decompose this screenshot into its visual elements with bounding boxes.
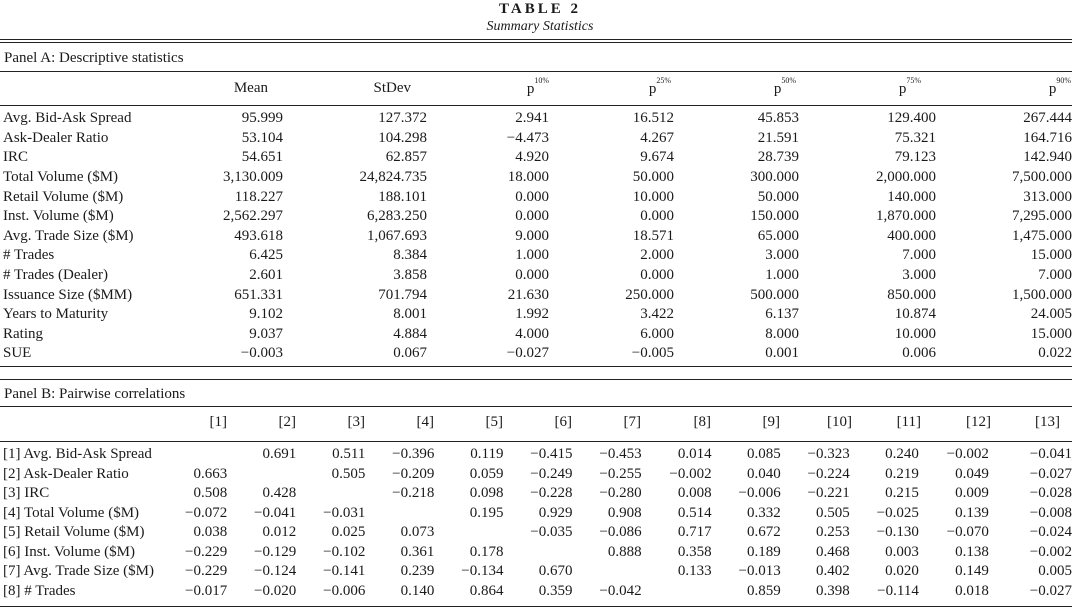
table-cell: 10.874: [894, 306, 936, 323]
table-cell: 0.119: [470, 446, 504, 463]
table-cell: 21.630: [507, 286, 549, 303]
table-cell: 3.000: [902, 267, 936, 284]
table-cell: 118.227: [234, 188, 283, 205]
table-cell: 3.422: [640, 306, 674, 323]
table-cell: 0.000: [515, 208, 549, 225]
table-cell: −0.453: [599, 446, 642, 463]
table-cell: −0.005: [631, 345, 674, 362]
table-cell: 0.022: [1038, 345, 1072, 362]
table-cell: 28.739: [757, 149, 799, 166]
row-label: Retail Volume ($M): [3, 188, 124, 205]
table-cell: 1,500.000: [1012, 286, 1072, 303]
table-cell: −4.473: [506, 129, 549, 146]
table-cell: 0.929: [538, 504, 573, 521]
column-header-text: p: [526, 81, 535, 97]
table-cell: −0.134: [461, 563, 504, 580]
table-row: [0, 445, 1072, 465]
row-label: [5] Retail Volume ($M): [3, 524, 145, 541]
table-cell: 0.663: [193, 465, 228, 482]
table-cell: 0.000: [515, 188, 549, 205]
panel-b-column-header: [8]: [693, 414, 711, 430]
panel-b-column-header: [13]: [1035, 414, 1060, 430]
table-cell: 250.000: [625, 286, 674, 303]
table-cell: 54.651: [241, 149, 283, 166]
percentile-superscript: 10%: [534, 76, 549, 85]
table-cell: −0.280: [599, 485, 642, 502]
table-cell: 6,283.250: [367, 208, 427, 225]
table-cell: 0.005: [1038, 563, 1072, 580]
table-cell: 0.219: [885, 465, 919, 482]
table-cell: 21.591: [757, 129, 799, 146]
row-label: [4] Total Volume ($M): [3, 504, 140, 521]
table-cell: 6.137: [765, 306, 799, 323]
row-label: IRC: [3, 149, 29, 166]
table-cell: 0.025: [331, 524, 366, 541]
panel-b-column-header: [9]: [762, 414, 780, 430]
table-subtitle: Summary Statistics: [486, 19, 594, 34]
panel-b-column-header: [1]: [209, 414, 227, 430]
table-cell: 75.321: [894, 129, 936, 146]
table-row: [0, 344, 1072, 364]
table-cell: 50.000: [757, 188, 799, 205]
panel-b-column-header: [7]: [623, 414, 641, 430]
table-cell: [503, 543, 572, 563]
table-cell: −0.229: [184, 543, 228, 560]
table-cell: 0.020: [885, 563, 919, 580]
table-cell: 0.428: [262, 485, 297, 502]
table-cell: −0.027: [1029, 582, 1072, 599]
column-header-text: p: [1048, 81, 1057, 97]
table-cell: 127.372: [378, 110, 427, 127]
table-cell: 95.999: [241, 110, 283, 127]
table-cell: 0.402: [816, 563, 850, 580]
table-cell: 3.858: [393, 267, 427, 284]
table-cell: [172, 445, 227, 465]
table-cell: 4.267: [640, 129, 674, 146]
table-cell: 2.601: [249, 267, 283, 284]
table-cell: 0.691: [262, 446, 297, 463]
row-label: Years to Maturity: [3, 306, 109, 323]
table-cell: 18.571: [632, 227, 674, 244]
table-cell: 400.000: [887, 227, 936, 244]
column-header-text: p: [648, 81, 657, 97]
table-cell: 0.240: [885, 446, 919, 463]
table-cell: 16.512: [632, 110, 674, 127]
table-cell: [642, 582, 712, 602]
table-cell: 24,824.735: [359, 169, 427, 186]
table-cell: 18.000: [507, 169, 549, 186]
table-cell: 7.000: [1038, 267, 1072, 284]
table-cell: 188.101: [378, 188, 427, 205]
table-cell: 140.000: [887, 188, 936, 205]
table-cell: 0.511: [332, 446, 366, 463]
table-row: [0, 207, 1072, 227]
table-cell: 0.358: [677, 543, 712, 560]
table-cell: 0.253: [816, 524, 850, 541]
panel-b-column-header: [5]: [485, 414, 503, 430]
table-cell: 1,067.693: [367, 227, 427, 244]
panel-a-column-header: [234, 80, 268, 97]
table-cell: 0.098: [469, 485, 504, 502]
table-cell: 2,000.000: [876, 169, 936, 186]
table-cell: −0.028: [1029, 485, 1072, 502]
table-cell: 0.670: [538, 563, 573, 580]
table-cell: −0.006: [738, 485, 781, 502]
table-cell: 0.398: [816, 582, 850, 599]
table-cell: 24.005: [1030, 306, 1072, 323]
table-cell: 0.003: [885, 543, 919, 560]
panel-b-column-header: [2]: [278, 414, 296, 430]
table-cell: 2.941: [515, 110, 549, 127]
table-cell: 267.444: [1023, 110, 1072, 127]
top-rule: [0, 39, 1072, 40]
row-label: [2] Ask-Dealer Ratio: [3, 465, 129, 482]
table-cell: −0.072: [184, 504, 228, 521]
table-cell: 500.000: [750, 286, 799, 303]
row-label: Issuance Size ($MM): [3, 286, 133, 303]
row-label: Ask-Dealer Ratio: [3, 129, 109, 146]
table-cell: 10.000: [632, 188, 674, 205]
table-cell: −0.255: [599, 465, 642, 482]
table-cell: 0.040: [746, 465, 781, 482]
table-cell: 62.857: [385, 149, 427, 166]
table-cell: 1.000: [515, 247, 549, 264]
table-cell: −0.031: [323, 504, 366, 521]
table-cell: 15.000: [1030, 247, 1072, 264]
table-cell: −0.002: [946, 446, 989, 463]
table-cell: −0.396: [392, 446, 435, 463]
table-cell: −0.035: [530, 524, 573, 541]
table-row: [0, 285, 1072, 305]
table-cell: 6.425: [249, 247, 283, 264]
table-cell: 0.140: [400, 582, 435, 599]
table-row: [0, 148, 1072, 168]
table-cell: [227, 465, 296, 485]
column-header-text: p: [773, 81, 782, 97]
row-label: Total Volume ($M): [3, 169, 119, 186]
table-cell: 0.000: [515, 267, 549, 284]
table-cell: −0.020: [254, 582, 297, 599]
column-header-text: StDev: [373, 80, 411, 96]
table-cell: −0.129: [254, 543, 297, 560]
table-cell: 4.884: [393, 325, 427, 342]
table-row: [0, 246, 1072, 266]
panel-b-column-header: [12]: [966, 414, 991, 430]
table-cell: 651.331: [234, 286, 283, 303]
panel-b-column-header: [11]: [896, 414, 921, 430]
table-cell: 1,870.000: [876, 208, 936, 225]
table-cell: −0.228: [530, 485, 573, 502]
table-cell: 0.468: [816, 543, 850, 560]
table-cell: −0.027: [506, 345, 549, 362]
table-cell: 2.000: [640, 247, 674, 264]
table-cell: 0.067: [393, 345, 427, 362]
table-cell: 0.149: [955, 563, 989, 580]
table-cell: 4.000: [515, 325, 549, 342]
table-cell: −0.209: [392, 465, 435, 482]
table-cell: 2,562.297: [223, 208, 283, 225]
table-cell: 0.359: [538, 582, 573, 599]
table-cell: 3.000: [765, 247, 799, 264]
table-row: [0, 484, 1072, 504]
table-cell: −0.070: [946, 524, 989, 541]
table-cell: 4.920: [515, 149, 549, 166]
table-cell: −0.102: [323, 543, 366, 560]
table-cell: 0.009: [955, 485, 989, 502]
table-cell: 0.908: [607, 504, 642, 521]
table-cell: 150.000: [750, 208, 799, 225]
top-rule-double: [0, 42, 1072, 43]
table-row: [0, 582, 1072, 602]
panel-b-column-header: [10]: [827, 414, 852, 430]
table-cell: 0.505: [331, 465, 366, 482]
table-cell: 0.332: [746, 504, 781, 521]
table-cell: 0.672: [746, 524, 781, 541]
row-label: [6] Inst. Volume ($M): [3, 543, 135, 560]
table-cell: 9.102: [249, 306, 283, 323]
table-cell: −0.224: [807, 465, 850, 482]
table-row: [0, 465, 1072, 485]
panel-b-column-header: [3]: [347, 414, 365, 430]
table-cell: 7,500.000: [1012, 169, 1072, 186]
table-cell: 0.138: [955, 543, 989, 560]
table-cell: 0.085: [746, 446, 781, 463]
table-cell: 129.400: [887, 110, 936, 127]
table-cell: −0.013: [738, 563, 781, 580]
table-cell: 0.864: [469, 582, 504, 599]
table-cell: −0.006: [323, 582, 366, 599]
table-cell: 79.123: [894, 149, 936, 166]
table-cell: −0.002: [669, 465, 712, 482]
table-row: [0, 227, 1072, 247]
table-cell: 8.001: [393, 306, 427, 323]
panel-a-header: [0, 76, 1072, 102]
panel-a-column-header: [1048, 76, 1071, 98]
table-cell: 701.794: [378, 286, 427, 303]
table-cell: [573, 562, 642, 582]
table-cell: −0.027: [1029, 465, 1072, 482]
table-cell: 53.104: [241, 129, 283, 146]
row-label: Avg. Trade Size ($M): [3, 227, 134, 244]
panel-a-title: Panel A: Descriptive statistics: [4, 50, 184, 66]
table-cell: 0.000: [640, 267, 674, 284]
table-row: [0, 266, 1072, 286]
panel-b-header: [0, 414, 1072, 434]
table-cell: 0.073: [400, 524, 435, 541]
panel-a-bottom-rule: [0, 366, 1072, 367]
table-cell: 0.888: [607, 543, 642, 560]
table-cell: 0.178: [469, 543, 504, 560]
table-cell: −0.141: [323, 563, 366, 580]
table-cell: 0.717: [677, 524, 712, 541]
table-cell: −0.008: [1029, 504, 1072, 521]
table-row: [0, 523, 1072, 543]
table-cell: −0.017: [184, 582, 228, 599]
table-cell: −0.229: [184, 563, 228, 580]
row-label: # Trades: [3, 247, 55, 264]
table-cell: 0.133: [677, 563, 712, 580]
table-cell: 6.000: [640, 325, 674, 342]
table-cell: 493.618: [234, 227, 283, 244]
table-cell: −0.041: [254, 504, 297, 521]
panel-b-column-header: [6]: [554, 414, 572, 430]
column-header-text: p: [898, 81, 907, 97]
table-cell: 164.716: [1023, 129, 1072, 146]
table-cell: 300.000: [750, 169, 799, 186]
panel-a-column-header: [898, 76, 921, 98]
table-cell: −0.041: [1029, 446, 1072, 463]
panel-a-column-header: [374, 80, 412, 97]
table-row: [0, 305, 1072, 325]
percentile-superscript: 25%: [656, 76, 671, 85]
row-label: [1] Avg. Bid-Ask Spread: [3, 446, 152, 463]
table-cell: 0.508: [193, 485, 228, 502]
table-cell: 1,475.000: [1012, 227, 1072, 244]
row-label: SUE: [3, 345, 32, 362]
table-cell: 1.992: [515, 306, 549, 323]
table-cell: 8.384: [393, 247, 427, 264]
table-cell: 8.000: [765, 325, 799, 342]
table-cell: 0.001: [765, 345, 799, 362]
panel-a-column-header: [526, 76, 549, 98]
row-label: # Trades (Dealer): [3, 267, 108, 284]
table-row: [0, 168, 1072, 188]
table-cell: 9.674: [640, 149, 674, 166]
row-label: [3] IRC: [3, 485, 50, 502]
row-label: Avg. Bid-Ask Spread: [3, 110, 132, 127]
table-cell: 104.298: [378, 129, 427, 146]
row-label: Rating: [3, 325, 43, 342]
table-cell: 0.189: [746, 543, 781, 560]
table-cell: 0.859: [746, 582, 781, 599]
table-cell: 0.000: [640, 208, 674, 225]
table-row: [0, 562, 1072, 582]
table-cell: 142.940: [1023, 149, 1072, 166]
panel-b-title-rule: [0, 406, 1072, 407]
table-cell: 9.037: [249, 325, 283, 342]
table-cell: 9.000: [515, 227, 549, 244]
panel-a-header-rule: [0, 105, 1072, 106]
table-cell: −0.218: [392, 485, 435, 502]
table-cell: 65.000: [757, 227, 799, 244]
panel-b-header-rule: [0, 441, 1072, 442]
table-cell: 1.000: [765, 267, 799, 284]
table-cell: 0.195: [469, 504, 504, 521]
table-cell: −0.323: [807, 446, 850, 463]
table-cell: −0.086: [599, 524, 642, 541]
percentile-superscript: 75%: [906, 76, 921, 85]
panel-b-title: Panel B: Pairwise correlations: [4, 386, 186, 402]
table-cell: −0.042: [599, 582, 642, 599]
table-row: [0, 187, 1072, 207]
table-cell: 0.139: [955, 504, 989, 521]
panel-a-table: [0, 109, 1072, 364]
panel-a-title-rule: [0, 71, 1072, 72]
panel-b-top-rule: [0, 379, 1072, 380]
table-cell: 0.014: [677, 446, 712, 463]
table-cell: 7.000: [902, 247, 936, 264]
column-header-text: Mean: [233, 80, 268, 96]
table-cell: 0.008: [677, 485, 712, 502]
table-row: [0, 325, 1072, 345]
panel-a-column-header: [648, 76, 671, 98]
table-cell: −0.249: [530, 465, 573, 482]
percentile-superscript: 50%: [781, 76, 796, 85]
table-cell: 0.038: [193, 524, 228, 541]
table-cell: 3,130.009: [223, 169, 283, 186]
row-label: [7] Avg. Trade Size ($M): [3, 563, 154, 580]
table-cell: 0.239: [400, 563, 435, 580]
table-cell: 0.215: [885, 485, 919, 502]
panel-b-bottom-rule: [0, 606, 1072, 607]
table-row: [0, 543, 1072, 563]
table-row: [0, 504, 1072, 524]
panel-b-table: [0, 445, 1072, 601]
table-cell: 0.006: [902, 345, 936, 362]
table-cell: 0.505: [816, 504, 850, 521]
table-cell: [434, 523, 503, 543]
table-cell: 10.000: [894, 325, 936, 342]
table-cell: −0.114: [877, 582, 919, 599]
table-cell: 50.000: [632, 169, 674, 186]
table-cell: −0.415: [530, 446, 573, 463]
table-cell: 0.012: [262, 524, 297, 541]
table-cell: −0.003: [240, 345, 283, 362]
table-cell: −0.002: [1029, 543, 1072, 560]
table-cell: 7,295.000: [1012, 208, 1072, 225]
table-cell: 0.059: [469, 465, 504, 482]
table-row: [0, 109, 1072, 129]
table-cell: 313.000: [1023, 188, 1072, 205]
table-cell: −0.221: [807, 485, 850, 502]
table-cell: −0.025: [876, 504, 919, 521]
table-cell: 0.361: [400, 543, 435, 560]
row-label: [8] # Trades: [3, 582, 76, 599]
row-label: Inst. Volume ($M): [3, 208, 114, 225]
table-cell: [296, 484, 365, 504]
table-cell: 0.514: [677, 504, 712, 521]
table-cell: −0.124: [254, 563, 297, 580]
table-cell: [365, 504, 434, 524]
table-title: TABLE 2: [499, 1, 581, 17]
table-cell: 15.000: [1030, 325, 1072, 342]
table-row: [0, 129, 1072, 149]
table-cell: 45.853: [757, 110, 799, 127]
table-cell: −0.024: [1029, 524, 1072, 541]
percentile-superscript: 90%: [1056, 76, 1071, 85]
table-cell: 0.049: [955, 465, 989, 482]
table-cell: 850.000: [887, 286, 936, 303]
table-cell: −0.130: [876, 524, 919, 541]
panel-a-column-header: [773, 76, 796, 98]
panel-b-column-header: [4]: [416, 414, 434, 430]
table-cell: 0.018: [955, 582, 989, 599]
